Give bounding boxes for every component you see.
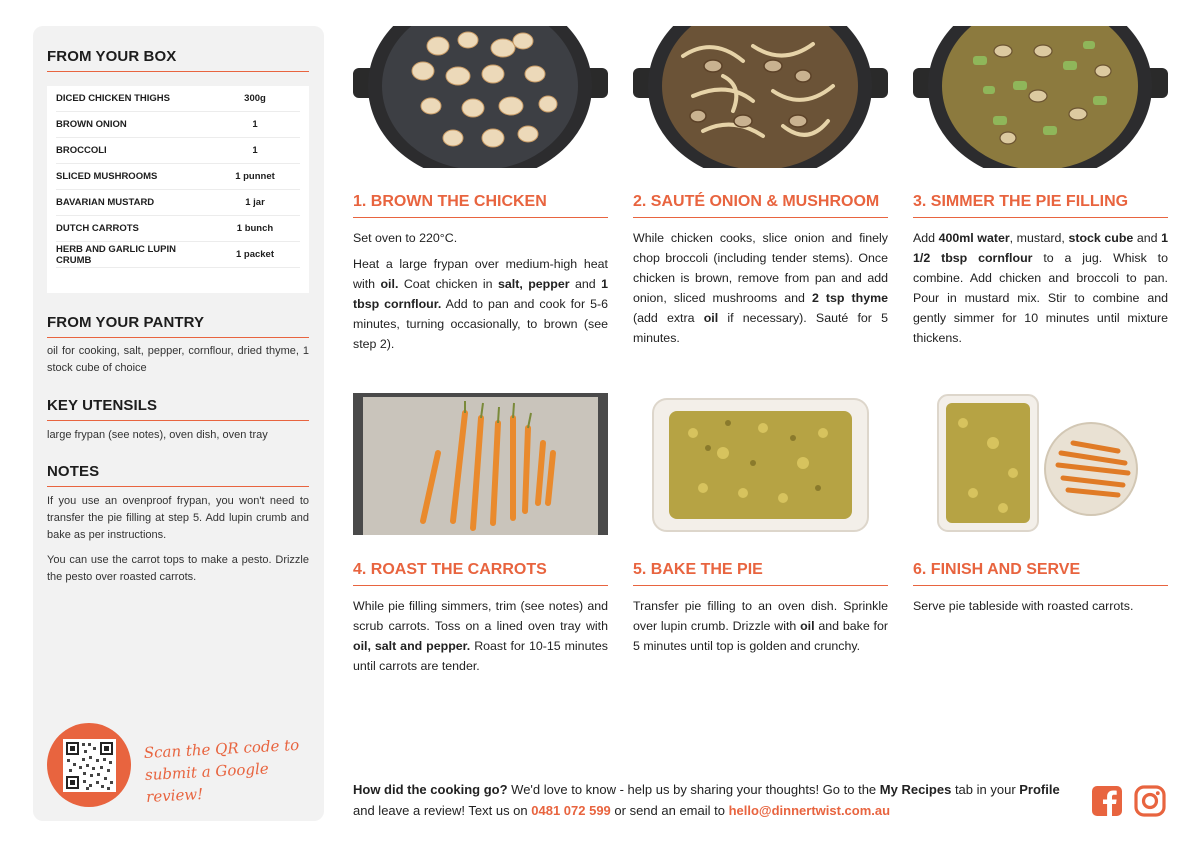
note-paragraph: You can use the carrot tops to make a pesto. Drizzle the pesto over roasted carrots. [47, 554, 309, 583]
qr-caption-line: submit a Google review! [144, 759, 270, 806]
pantry-title: FROM YOUR PANTRY [47, 314, 309, 338]
step-5-body [633, 596, 888, 656]
step-5-title: 5. BAKE THE PIE [633, 561, 888, 586]
step-3-body [913, 228, 1168, 348]
ingredient-name: DICED CHICKEN THIGHS [56, 93, 171, 104]
ingredient-name: BROCCOLI [56, 145, 107, 156]
table-row [56, 138, 300, 164]
table-row [56, 164, 300, 190]
ingredient-qty: 1 punnet [235, 171, 275, 182]
pantry-text: oil for cooking, salt, pepper, cornflour, dried thyme, 1 stock cube of choice [47, 345, 309, 374]
from-box-title: FROM YOUR BOX [47, 48, 309, 72]
step-paragraph: Heat a large frypan over medium-high heat with oil. Coat chicken in salt, pepper and 1 tbsp cornflour. Add to pan and cook for 5-6 minutes, turning occasionally, to brown (see step 2). [353, 257, 608, 351]
ingredient-qty: 300g [244, 93, 266, 104]
ingredient-qty: 1 bunch [236, 223, 274, 234]
table-row [56, 86, 300, 112]
step-2-title: 2. SAUTÉ ONION & MUSHROOM [633, 193, 888, 218]
notes-title: NOTES [47, 463, 309, 487]
ingredient-name: HERB AND GARLIC LUPIN CRUMB [56, 243, 176, 266]
qr-caption-line: Scan the QR code to [143, 735, 300, 763]
step-3-photo [913, 26, 1168, 168]
ingredient-qty: 1 jar [245, 197, 265, 208]
step-2-body [633, 228, 888, 348]
step-6-photo [913, 393, 1168, 535]
step-4-body [353, 596, 608, 676]
note-paragraph: If you use an ovenproof frypan, you won't need to transfer the pie filling at step 5. Add lupin crumb and bake as per instructions. [47, 495, 309, 541]
step-3-title: 3. SIMMER THE PIE FILLING [913, 193, 1168, 218]
review-footer: How did the cooking go? We'd love to know - help us by sharing your thoughts! Go to the My Recipes tab in your Profile and leave a review! Text us on 0481 072 599 or send an email to hello@dinnertwist.com.au [353, 782, 1060, 818]
ingredient-qty: 1 packet [235, 249, 275, 260]
step-6-title: 6. FINISH AND SERVE [913, 561, 1168, 586]
box-ingredients-table [47, 86, 309, 293]
step-6-body [913, 596, 1168, 616]
ingredient-name: BAVARIAN MUSTARD [56, 197, 155, 208]
email-link[interactable]: hello@dinnertwist.com.au [728, 803, 891, 818]
ingredient-name: DUTCH CARROTS [56, 223, 139, 234]
step-1-photo [353, 26, 608, 168]
qr-caption [143, 733, 316, 808]
step-4-photo [353, 393, 608, 535]
ingredient-name: BROWN ONION [56, 119, 127, 130]
table-row [56, 112, 300, 138]
step-4-title: 4. ROAST THE CARROTS [353, 561, 608, 586]
step-1-title: 1. BROWN THE CHICKEN [353, 193, 608, 218]
phone-link[interactable]: 0481 072 599 [531, 803, 611, 818]
facebook-icon[interactable] [1091, 785, 1123, 817]
step-1-body [353, 228, 608, 354]
table-row [56, 242, 300, 268]
ingredient-name: SLICED MUSHROOMS [56, 171, 158, 182]
instagram-icon[interactable] [1134, 785, 1166, 817]
step-5-photo [633, 393, 888, 535]
step-2-photo [633, 26, 888, 168]
ingredients-sidebar [33, 26, 324, 821]
ingredient-qty: 1 [252, 145, 258, 156]
ingredient-qty: 1 [252, 119, 258, 130]
utensils-title: KEY UTENSILS [47, 397, 309, 421]
step-paragraph: Set oven to 220°C. [353, 231, 458, 245]
qr-code-icon[interactable] [63, 739, 116, 792]
step-paragraph: Add 400ml water, mustard, stock cube and 1 1/2 tbsp cornflour to a jug. Whisk to combine. Add chicken and broccoli to pan. Pour in mustard mix. Stir to combine and gently simmer for 10 minutes until mixture thickens. [913, 231, 1168, 345]
step-paragraph: Serve pie tableside with roasted carrots. [913, 599, 1134, 613]
notes-text [47, 493, 309, 586]
table-row [56, 190, 300, 216]
step-paragraph: While pie filling simmers, trim (see notes) and scrub carrots. Toss on a lined oven tray with oil, salt and pepper. Roast for 10-15 minutes until carrots are tender. [353, 599, 608, 673]
utensils-text: large frypan (see notes), oven dish, oven tray [47, 429, 268, 441]
step-paragraph: While chicken cooks, slice onion and finely chop broccoli (including tender stems). Once chicken is brown, remove from pan and add onion, sliced mushrooms and 2 tsp thyme (add extra oil if necessary). Sauté for 5 minutes. [633, 231, 889, 345]
table-row [56, 216, 300, 242]
qr-badge [47, 723, 131, 807]
step-paragraph: Transfer pie filling to an oven dish. Sprinkle over lupin crumb. Drizzle with oil and bake for 5 minutes until top is golden and crunchy. [633, 599, 888, 653]
